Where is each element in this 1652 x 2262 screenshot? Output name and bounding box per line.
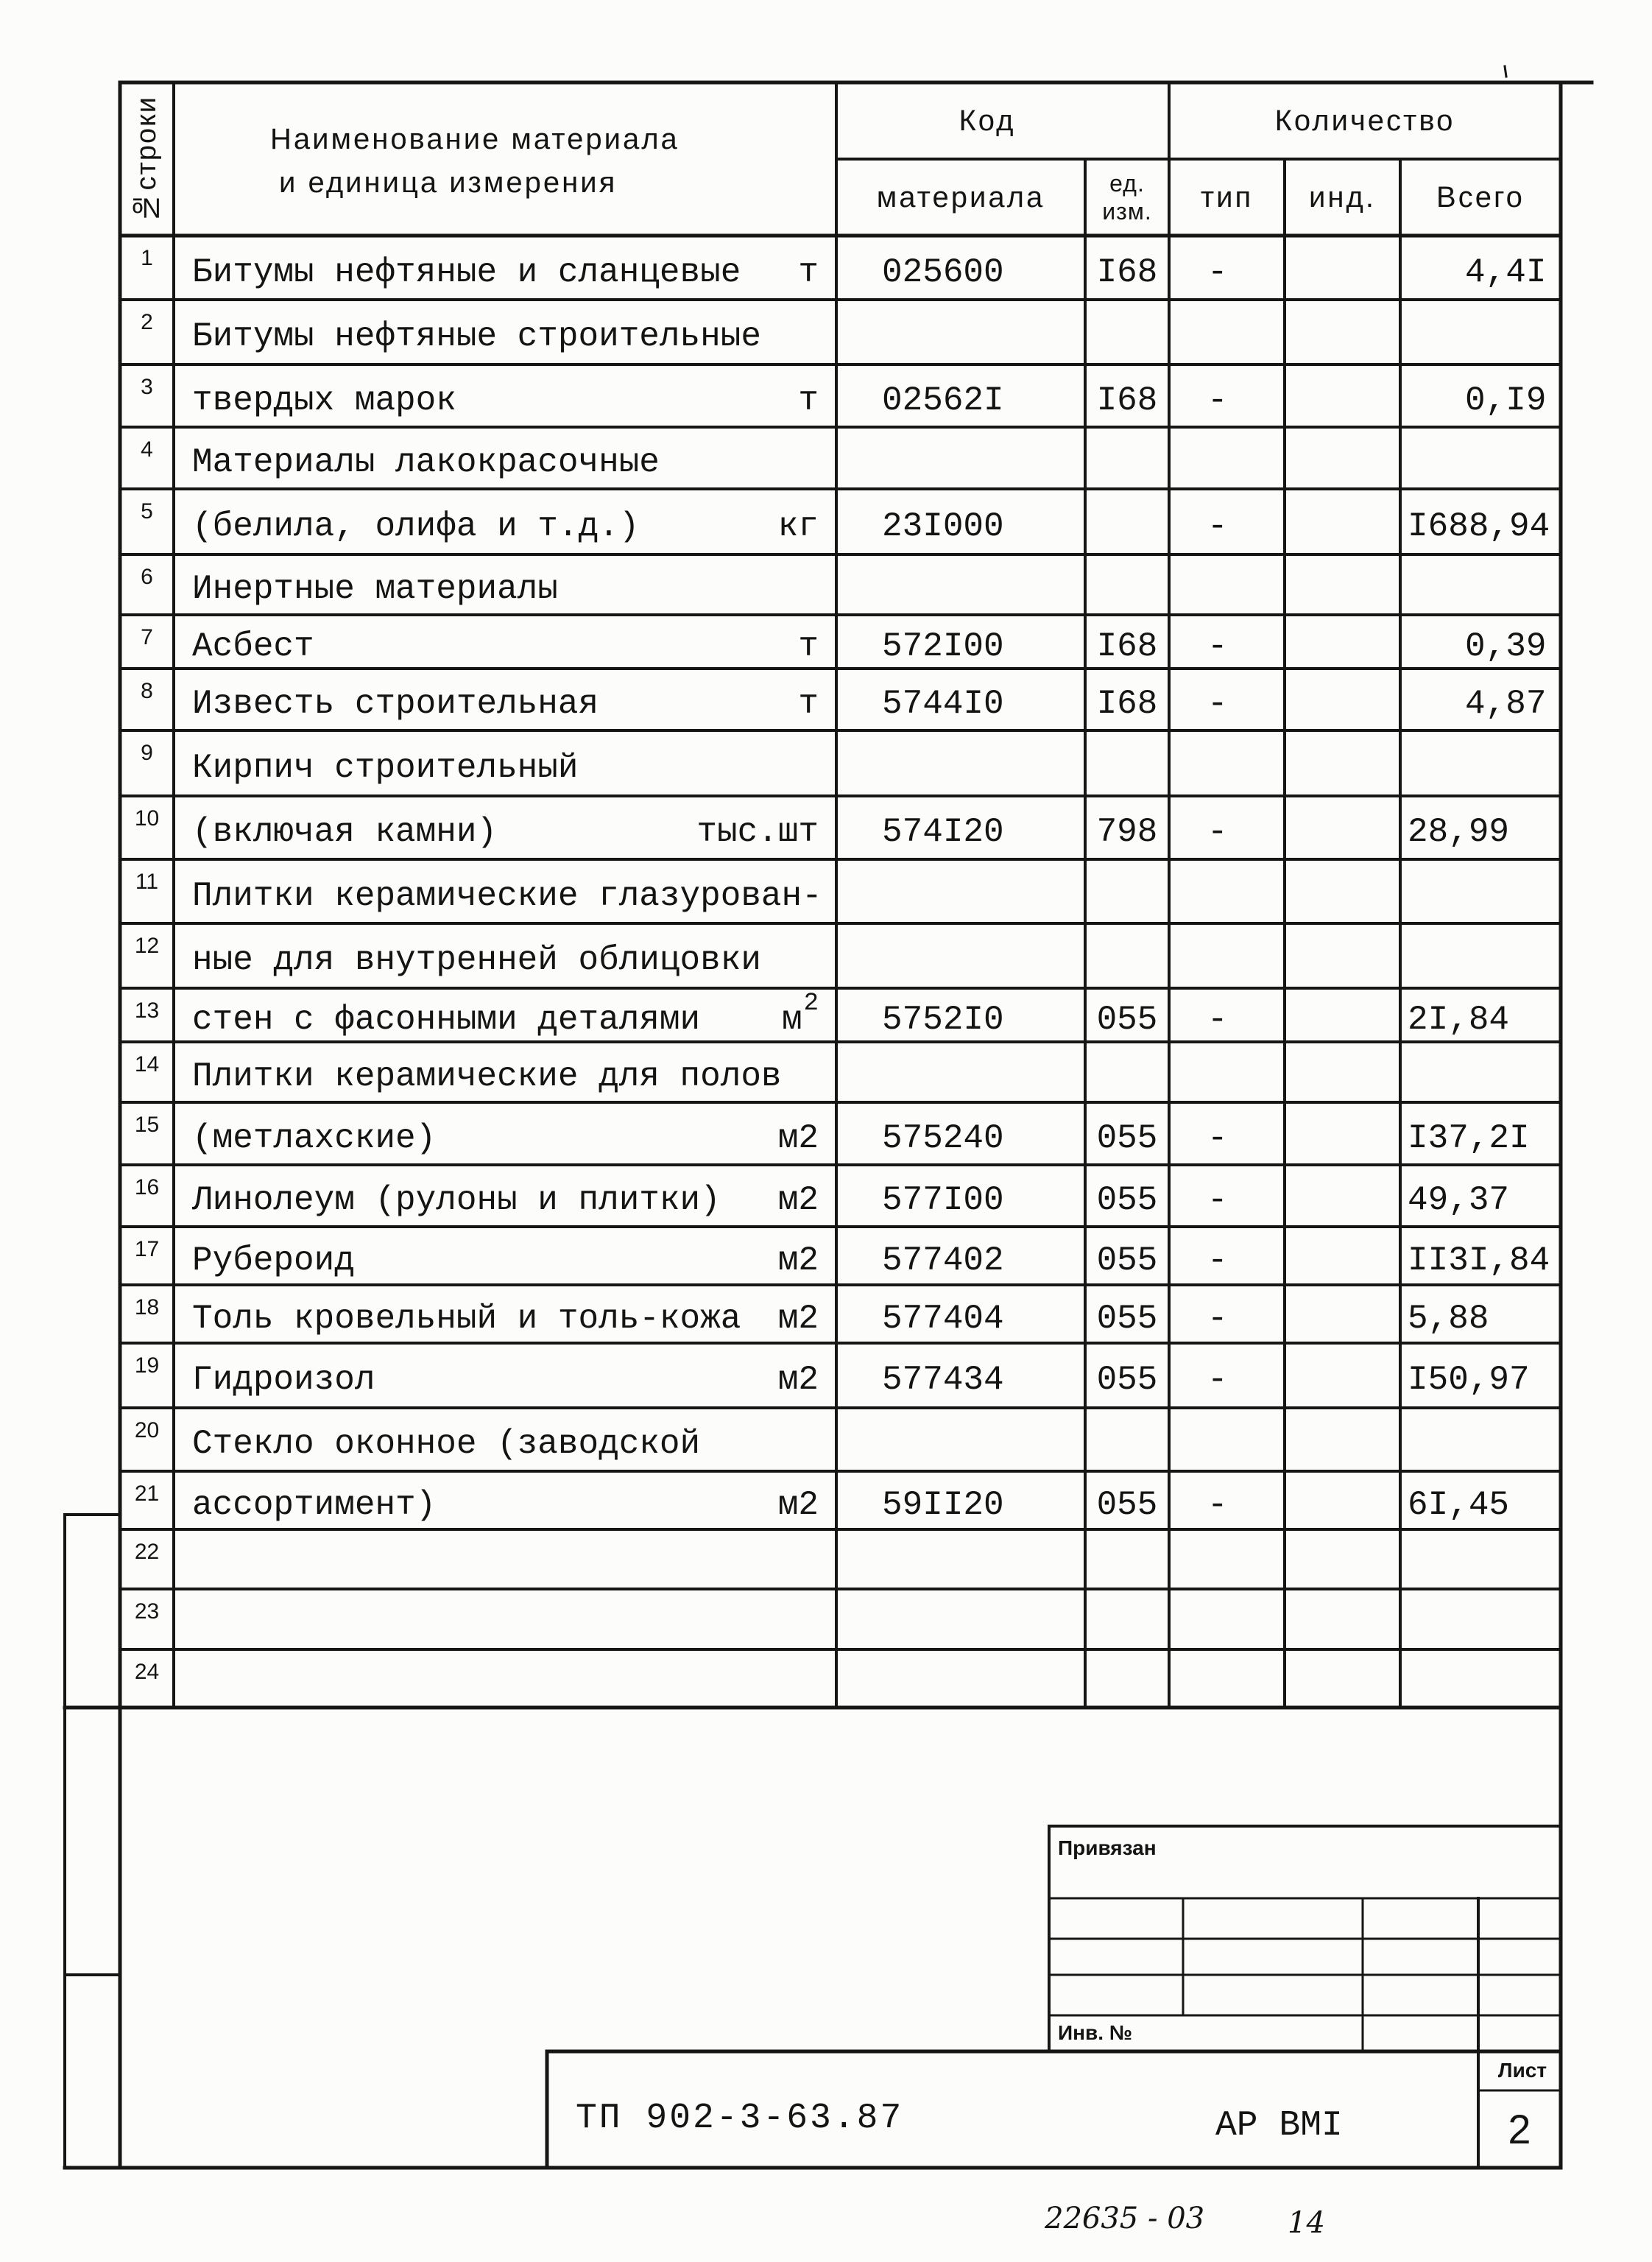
unit-code: 055	[1096, 1000, 1158, 1039]
quantity-total: I50,97	[1408, 1361, 1530, 1399]
quantity-type: -	[1207, 507, 1228, 546]
material-unit	[663, 988, 819, 1042]
total-header: Всего	[1436, 180, 1525, 214]
row-number: 12	[134, 934, 160, 958]
material-unit-text: м2	[777, 1299, 819, 1338]
quantity-type: -	[1207, 253, 1228, 292]
quantity-total: 2I,84	[1408, 1000, 1510, 1039]
row-number: 7	[141, 625, 153, 649]
material-name: твердых марок	[192, 381, 456, 420]
material-name: Кирпич строительный	[192, 748, 579, 787]
row-number: 15	[134, 1113, 160, 1137]
table-row	[0, 1227, 1652, 1285]
quantity-type: -	[1207, 381, 1228, 420]
quantity-type: -	[1207, 1485, 1228, 1524]
unit-code: I68	[1096, 627, 1158, 666]
material-code: 02562I	[882, 381, 1004, 420]
material-unit-text: тыс.шт	[696, 813, 819, 851]
table-row	[0, 1285, 1652, 1343]
row-number: 24	[134, 1660, 160, 1684]
row-number: 9	[141, 741, 153, 765]
quantity-type: -	[1207, 627, 1228, 666]
table-row	[0, 236, 1652, 300]
material-code: 572I00	[882, 627, 1004, 666]
quantity-total: 5,88	[1408, 1299, 1489, 1338]
unit-code-header-line2: изм.	[1102, 198, 1152, 225]
unit-code: 055	[1096, 1485, 1158, 1524]
material-code: 5752I0	[882, 1000, 1004, 1039]
material-name: Инертные материалы	[192, 570, 558, 608]
material-unit-text: м2	[777, 1181, 819, 1219]
row-number: 13	[134, 998, 160, 1023]
material-name: Битумы нефтяные и сланцевые	[192, 253, 741, 292]
page-mark: 14	[1288, 2206, 1325, 2240]
row-number-header	[120, 82, 174, 236]
row-number: 4	[141, 437, 153, 462]
quantity-total: 0,39	[1465, 627, 1547, 666]
material-code: 577434	[882, 1361, 1004, 1399]
table-row	[0, 1408, 1652, 1471]
quantity-type: -	[1207, 1241, 1228, 1280]
material-unit-text: т	[798, 253, 819, 292]
row-number: 5	[141, 499, 153, 524]
row-number: 16	[134, 1175, 160, 1199]
quantity-total: 0,I9	[1465, 381, 1547, 420]
inventory-number-label: Инв. №	[1058, 2021, 1133, 2044]
row-number: 19	[134, 1353, 160, 1378]
table-row	[0, 489, 1652, 554]
sheet-number: 2	[1508, 2106, 1531, 2152]
unit-code: I68	[1096, 685, 1158, 723]
quantity-total: 49,37	[1408, 1181, 1510, 1219]
quantity-type: -	[1207, 1361, 1228, 1399]
material-name: Плитки керамические глазурован-	[192, 876, 822, 915]
row-number: 14	[134, 1052, 160, 1077]
table-row	[0, 988, 1652, 1042]
row-number: 3	[141, 375, 153, 399]
quantity-group-header: Количество	[1274, 104, 1455, 137]
material-code-header: материала	[876, 180, 1045, 214]
material-unit-text: м2	[777, 1361, 819, 1399]
table-row	[0, 1589, 1652, 1649]
table-row	[0, 859, 1652, 923]
material-name: (метлахские)	[192, 1118, 437, 1158]
table-row	[0, 1343, 1652, 1408]
table-row	[0, 669, 1652, 730]
ind-header: инд.	[1309, 180, 1376, 214]
material-unit	[663, 796, 819, 859]
table-row	[0, 300, 1652, 364]
row-number: 21	[134, 1481, 160, 1506]
quantity-total: 6I,45	[1408, 1485, 1510, 1524]
archive-number: 22635 - 03	[1045, 2202, 1205, 2235]
material-unit	[663, 489, 819, 554]
table-row	[0, 796, 1652, 859]
material-name-header-line2: и единица измерения	[279, 166, 618, 199]
material-unit-text: т	[798, 627, 819, 666]
material-name: стен с фасонными деталями	[192, 1000, 701, 1039]
material-name: Рубероид	[192, 1241, 355, 1280]
material-unit	[663, 1285, 819, 1343]
table-row	[0, 615, 1652, 669]
table-row	[0, 1042, 1652, 1102]
material-code: 575240	[882, 1118, 1004, 1158]
material-unit-text: кг	[777, 507, 819, 546]
material-name: Плитки керамические для полов	[192, 1057, 782, 1096]
quantity-type: -	[1207, 1118, 1228, 1158]
material-name: ассортимент)	[192, 1485, 437, 1524]
row-number: 22	[134, 1540, 160, 1564]
material-name: (включая камни)	[192, 813, 498, 851]
quantity-total: I688,94	[1408, 507, 1550, 546]
material-unit	[663, 1471, 819, 1529]
material-unit	[663, 615, 819, 669]
material-code: 025600	[882, 253, 1004, 292]
unit-code: 055	[1096, 1361, 1158, 1399]
unit-code: 055	[1096, 1299, 1158, 1338]
material-name: Гидроизол	[192, 1361, 375, 1399]
material-code: 577I00	[882, 1181, 1004, 1219]
table-row	[0, 730, 1652, 796]
material-unit	[663, 1165, 819, 1227]
row-number: 10	[134, 806, 160, 831]
material-unit-text: т	[798, 381, 819, 420]
quantity-type: -	[1207, 1181, 1228, 1219]
scan-tick-mark	[1505, 66, 1506, 77]
quantity-total: II3I,84	[1408, 1241, 1550, 1280]
table-row	[0, 364, 1652, 427]
unit-code: 055	[1096, 1118, 1158, 1158]
material-name: Битумы нефтяные строительные	[192, 317, 761, 356]
quantity-type: -	[1207, 813, 1228, 851]
material-unit-superscript: 2	[803, 989, 819, 1018]
row-number: 8	[141, 679, 153, 703]
unit-code-header-line1: ед.	[1109, 170, 1145, 197]
quantity-total: I37,2I	[1408, 1118, 1530, 1158]
row-number: 17	[134, 1237, 160, 1261]
row-number: 11	[135, 870, 159, 894]
material-unit	[663, 1343, 819, 1408]
table-row	[0, 1529, 1652, 1589]
material-name: Толь кровельный и толь-кожа	[192, 1299, 741, 1338]
quantity-type: -	[1207, 685, 1228, 723]
material-code: 59II20	[882, 1485, 1004, 1524]
material-code: 577402	[882, 1241, 1004, 1280]
quantity-total: 28,99	[1408, 813, 1510, 851]
material-unit	[663, 669, 819, 730]
table-row	[0, 923, 1652, 988]
row-number: 18	[134, 1295, 160, 1320]
material-unit	[663, 236, 819, 300]
material-name: Линолеум (рулоны и плитки)	[192, 1181, 721, 1219]
material-name-header-line1: Наименование материала	[270, 123, 679, 155]
material-code: 574I20	[882, 813, 1004, 851]
material-unit	[663, 1227, 819, 1285]
material-code: 577404	[882, 1299, 1004, 1338]
table-row	[0, 1471, 1652, 1529]
unit-code-header	[1085, 159, 1169, 236]
quantity-total: 4,87	[1465, 685, 1547, 723]
material-name: Известь строительная	[192, 685, 599, 723]
sheet-label: Лист	[1497, 2059, 1547, 2082]
table-row	[0, 554, 1652, 615]
material-code: 5744I0	[882, 685, 1004, 723]
quantity-type: -	[1207, 1299, 1228, 1338]
table-row	[0, 1165, 1652, 1227]
unit-code: I68	[1096, 253, 1158, 292]
table-row	[0, 427, 1652, 489]
type-header: тип	[1200, 180, 1254, 214]
material-unit-text: м2	[777, 1485, 819, 1524]
row-number: 20	[134, 1418, 160, 1442]
unit-code: 055	[1096, 1241, 1158, 1280]
quantity-total: 4,4I	[1465, 253, 1547, 292]
unit-code: I68	[1096, 381, 1158, 420]
material-unit	[663, 364, 819, 427]
material-unit	[663, 1102, 819, 1165]
row-number: 1	[141, 246, 153, 270]
row-number: 6	[141, 565, 153, 589]
material-code: 23I000	[882, 507, 1004, 546]
material-name: Асбест	[192, 627, 314, 666]
quantity-type: -	[1207, 1000, 1228, 1039]
code-group-header: Код	[959, 104, 1016, 137]
material-unit-text: м2	[777, 1118, 819, 1158]
table-row	[0, 1102, 1652, 1165]
attached-label: Привязан	[1058, 1836, 1157, 1859]
material-name: Стекло оконное (заводской	[192, 1425, 701, 1463]
document-code: ТП 902-3-63.87	[576, 2099, 904, 2138]
table-row	[0, 1649, 1652, 1708]
material-unit-text: м	[781, 1000, 802, 1039]
material-unit-text: м2	[777, 1241, 819, 1280]
material-name: (белила, олифа и т.д.)	[192, 507, 640, 546]
unit-code: 055	[1096, 1181, 1158, 1219]
material-name: ные для внутренней облицовки	[192, 941, 761, 979]
row-number-header-label: №строки	[131, 95, 162, 223]
row-number: 23	[134, 1599, 160, 1624]
material-unit-text: т	[798, 685, 819, 723]
row-number: 2	[141, 310, 153, 334]
material-name: Материалы лакокрасочные	[192, 443, 660, 482]
unit-code: 798	[1096, 813, 1158, 851]
document-section: АР ВМI	[1215, 2106, 1343, 2146]
